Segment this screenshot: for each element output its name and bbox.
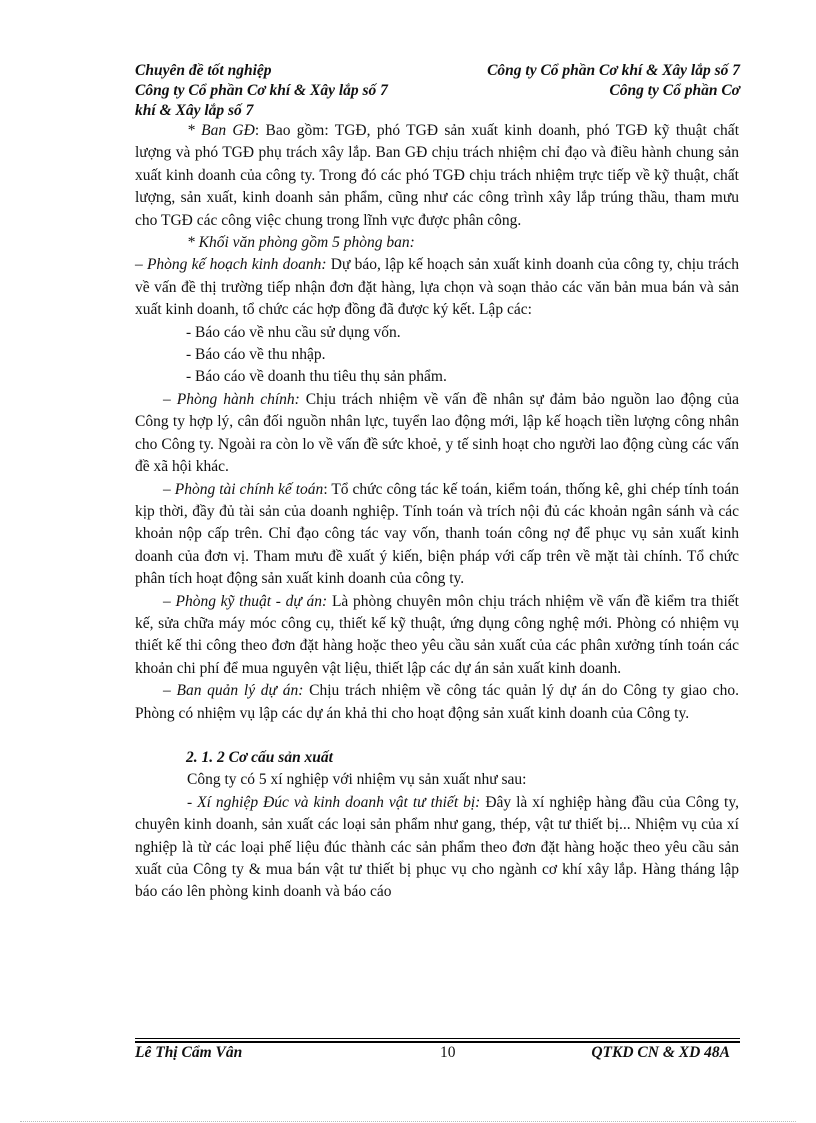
- paragraph-text: Chịu trách nhiệm về công tác quản lý dự án do Công ty giao cho. Phòng có nhiệm vụ lập các dự án khả thi cho hoạt động sản xuất kinh doanh của Công ty.: [135, 682, 739, 722]
- section-heading: 2. 1. 2 Cơ cấu sản xuất: [186, 748, 333, 766]
- paragraph-label: – Phòng kế hoạch kinh doanh:: [135, 256, 327, 274]
- list-item: - Báo cáo về doanh thu tiêu thụ sản phẩm.: [186, 368, 447, 386]
- document-body: [135, 120, 739, 904]
- paragraph-text: Là phòng chuyên môn chịu trách nhiệm về vấn đề kiểm tra thiết kế, sửa chữa máy móc công cụ, thiết kế kỹ thuật, ứng dụng công nghệ mới. Phòng có nhiệm vụ thiết kế thi công theo đơn đặt hàng hoặc theo yêu cầu sản xuất của các phân xưởng tính toán các khoản chi phí để mua nguyên vật liệu, thiết lập các dự án sản xuất kinh doanh.: [135, 592, 739, 677]
- paragraph-label: – Phòng tài chính kế toán: [163, 480, 324, 498]
- paragraph-ban-gd: [135, 120, 739, 232]
- paragraph-khoi-van-phong: [135, 232, 739, 254]
- paragraph-text: Đây là xí nghiệp hàng đầu của Công ty, chuyên kinh doanh, sản xuất các loại sản phẩm như gang, thép, vật tư thiết bị... Nhiệm vụ của xí nghiệp là từ các loại phế liệu đúc thành các sản phẩm theo đơn đặt hàng hoặc theo yêu cầu sản xuất của Công ty & mua bán vật tư thiết bị phục vụ cho ngành cơ khí xây lắp. Hàng tháng lập báo cáo lên phòng kinh doanh và báo cáo: [135, 793, 739, 901]
- header-doc-title: Chuyên đề tốt nghiệp: [135, 62, 272, 79]
- paragraph-phong-hanh-chinh: [135, 389, 739, 479]
- paragraph-label: – Ban quản lý dự án:: [163, 682, 304, 700]
- paragraph-label: – Phòng kỹ thuật - dự án:: [163, 592, 328, 610]
- footer-divider: [135, 1038, 740, 1039]
- paragraph-text: Dự báo, lập kế hoạch sản xuất kinh doanh của công ty, chịu trách về vấn đề thị trường tiếp nhận đơn đặt hàng, lựa chọn và soạn thảo các văn bản mua bán và sản xuất kinh doanh, tổ chức các hợp đồng đã được ký kết. Lập các:: [135, 256, 739, 319]
- paragraph-text: Chịu trách nhiệm về vấn đề nhân sự đảm bảo nguồn lao động của Công ty hợp lý, cân đối nguồn nhân lực, tuyển lao động mới, lập kế hoạch tiền lượng công nhân cho Công ty. Ngoài ra còn lo về vấn đề sức khoẻ, y tế sinh hoạt cho người lao động cùng các vấn đề xã hội khác.: [135, 390, 739, 476]
- paragraph-label: – Phòng hành chính:: [163, 390, 300, 408]
- header-line-2: [135, 81, 740, 101]
- page-bottom-dotted-line: [20, 1121, 796, 1122]
- header-company-name: Công ty Cổ phần Cơ khí & Xây lắp số 7: [487, 62, 740, 79]
- paragraph-label: * Khối văn phòng gồm 5 phòng ban:: [187, 234, 415, 252]
- paragraph-xi-nghiep-duc: [135, 792, 739, 904]
- paragraph-phong-ky-thuat: [135, 591, 739, 681]
- header-company-wrap: khí & Xây lắp số 7: [135, 102, 254, 119]
- header-company-repeat-left: Công ty Cổ phần Cơ khí & Xây lắp số 7: [135, 82, 388, 99]
- paragraph-label: * Ban GĐ: [187, 122, 255, 139]
- list-item: - Báo cáo về thu nhập.: [186, 346, 326, 364]
- paragraph-label: - Xí nghiệp Đúc và kinh doanh vật tư thiết bị:: [187, 793, 481, 811]
- footer-author: Lê Thị Cẩm Vân: [135, 1044, 243, 1061]
- paragraph-phong-ke-hoach: [135, 254, 739, 321]
- list-item: - Báo cáo về nhu cầu sử dụng vốn.: [186, 323, 401, 341]
- paragraph-text: : Bao gồm: TGĐ, phó TGĐ sản xuất kinh doanh, phó TGĐ kỹ thuật chất lượng và phó TGĐ phụ trách xây lắp. Ban GĐ chịu trách nhiệm chỉ đạo và điều hành chung sản xuất kinh doanh của công ty. Trong đó các phó TGĐ chịu trách nhiệm trực tiếp về kỹ thuật, chất lượng, sản xuất, kinh doanh sản phẩm, cũng như các công trình xây lắp trúng thầu, tham mưu cho TGĐ các công việc chung trong lĩnh vực được phân công.: [135, 122, 739, 229]
- header-company-repeat-right: Công ty Cổ phần Cơ: [609, 82, 740, 99]
- footer-class-code: QTKD CN & XD 48A: [591, 1044, 730, 1061]
- page-number: 10: [440, 1044, 456, 1061]
- paragraph-text: : Tổ chức công tác kế toán, kiểm toán, thống kê, ghi chép tính toán kịp thời, đầy đủ tài sản của doanh nghiệp. Tính toán và trích nội đủ các khoản ngân sánh và các khoản nộp cấp trên. Chỉ đạo công tác vay vốn, thanh toán công nợ để phục vụ sản xuất kinh doanh của đơn vị. Tham mưu đề xuất ý kiến, biện pháp với cấp trên về mặt tài chính. Tổ chức phân tích hoạt động sản xuất kinh doanh của công ty.: [135, 480, 739, 588]
- paragraph-phong-tai-chinh: [135, 479, 739, 591]
- paragraph-intro: Công ty có 5 xí nghiệp với nhiệm vụ sản xuất như sau:: [187, 771, 527, 789]
- paragraph-ban-quan-ly: [135, 680, 739, 725]
- header-line-1: [135, 61, 740, 81]
- header-line-3: [135, 101, 740, 121]
